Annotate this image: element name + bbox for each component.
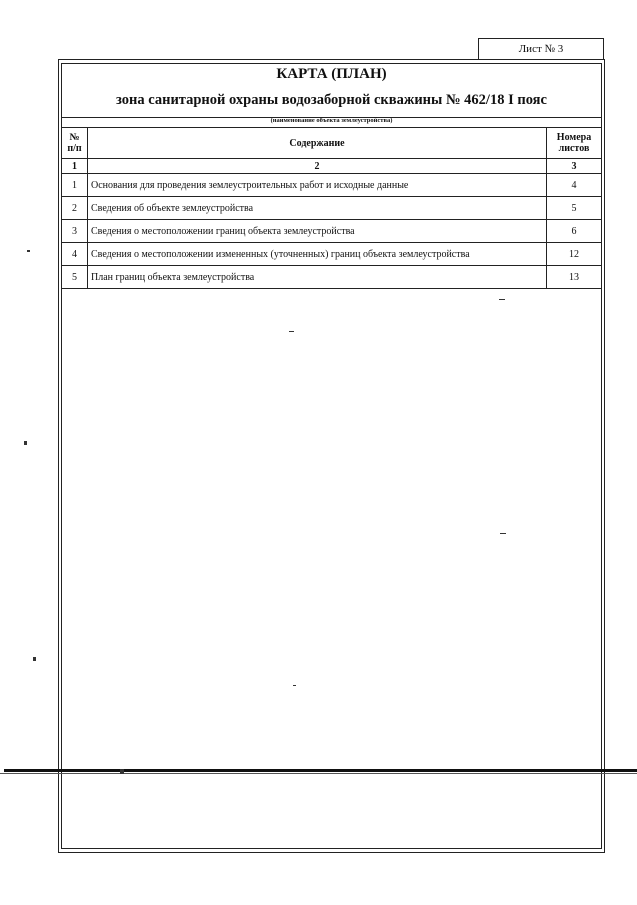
scan-speck: [24, 441, 27, 445]
row-number: 1: [62, 174, 88, 197]
row-number: 3: [62, 220, 88, 243]
index-col-1: 1: [62, 159, 88, 174]
row-number: 5: [62, 266, 88, 289]
table-row: [62, 174, 602, 197]
document-subtitle: зона санитарной охраны водозаборной скважины № 462/18 I пояс: [116, 92, 547, 108]
scan-border-line-thin: [0, 773, 637, 774]
index-col-2: 2: [88, 159, 547, 174]
table-row: [62, 197, 602, 220]
scan-speck: [33, 657, 36, 661]
row-pages: 13: [547, 266, 602, 289]
row-pages: 12: [547, 243, 602, 266]
sheet-number-label: Лист № 3: [478, 38, 604, 60]
table-index-row: [62, 159, 602, 174]
row-content: Основания для проведения землеустроительных работ и исходные данные: [88, 174, 547, 197]
row-content: Сведения об объекте землеустройства: [88, 197, 547, 220]
scan-speck: [289, 331, 294, 332]
scan-border-line: [4, 769, 637, 772]
scan-speck: [120, 769, 124, 774]
document-title: КАРТА (ПЛАН): [276, 66, 387, 82]
object-name-caption: (наименование объекта землеустройства): [270, 117, 393, 124]
scan-speck: [293, 685, 296, 686]
row-pages: 5: [547, 197, 602, 220]
table-row: [62, 220, 602, 243]
row-content: Сведения о местоположении измененных (уточненных) границ объекта землеустройства: [88, 243, 547, 266]
row-pages: 6: [547, 220, 602, 243]
table-row: [62, 243, 602, 266]
header-content: Содержание: [88, 128, 547, 159]
table-row: [62, 266, 602, 289]
header-pages: Номера листов: [547, 128, 602, 159]
scan-speck: [500, 533, 506, 534]
row-content: Сведения о местоположении границ объекта землеустройства: [88, 220, 547, 243]
header-number: № п/п: [62, 128, 88, 159]
scan-speck: [499, 299, 505, 300]
row-content: План границ объекта землеустройства: [88, 266, 547, 289]
scan-speck: [27, 250, 30, 252]
table-header-row: [62, 128, 602, 159]
row-pages: 4: [547, 174, 602, 197]
contents-table: [61, 127, 602, 289]
row-number: 2: [62, 197, 88, 220]
index-col-3: 3: [547, 159, 602, 174]
row-number: 4: [62, 243, 88, 266]
